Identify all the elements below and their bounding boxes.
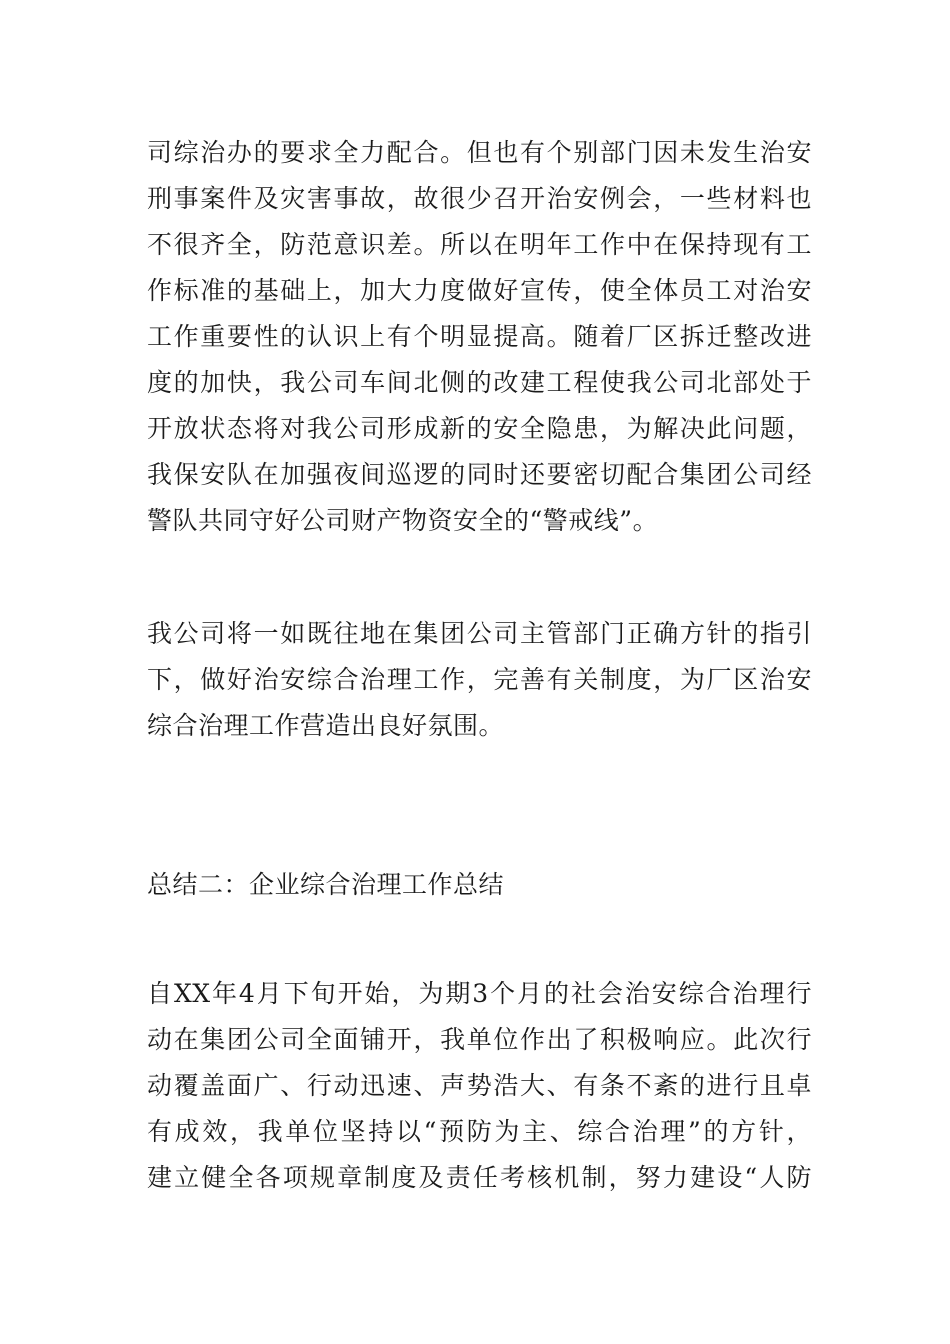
- paragraph-line: 下，做好治安综合治理工作，完善有关制度，为厂区治安: [147, 665, 812, 694]
- paragraph-line: 警队共同守好公司财产物资安全的“警戒线”。: [147, 506, 659, 535]
- paragraph-line: 不很齐全，防范意识差。所以在明年工作中在保持现有工: [147, 230, 812, 259]
- paragraph-line: 工作重要性的认识上有个明显提高。随着厂区拆迁整改进: [147, 322, 812, 351]
- paragraph-line: 动覆盖面广、行动迅速、声势浩大、有条不紊的进行且卓: [147, 1071, 812, 1100]
- paragraph-line: 我保安队在加强夜间巡逻的同时还要密切配合集团公司经: [147, 460, 812, 489]
- paragraph-line: 开放状态将对我公司形成新的安全隐患，为解决此问题，: [147, 414, 812, 443]
- paragraph-line: 自XX年4月下旬开始，为期3个月的社会治安综合治理行: [147, 979, 812, 1008]
- paragraph-line: 司综治办的要求全力配合。但也有个别部门因未发生治安: [147, 138, 812, 167]
- paragraph-line: 综合治理工作营造出良好氛围。: [147, 711, 505, 740]
- paragraph-line: 动在集团公司全面铺开，我单位作出了积极响应。此次行: [147, 1025, 812, 1054]
- paragraph-line: 我公司将一如既往地在集团公司主管部门正确方针的指引: [147, 619, 812, 648]
- paragraph-line: 度的加快，我公司车间北侧的改建工程使我公司北部处于: [147, 368, 812, 397]
- paragraph-line: 作标准的基础上，加大力度做好宣传，使全体员工对治安: [147, 276, 812, 305]
- section-heading: 总结二：企业综合治理工作总结: [147, 870, 505, 899]
- paragraph-line: 刑事案件及灾害事故，故很少召开治安例会，一些材料也: [147, 184, 812, 213]
- paragraph-line: 有成效，我单位坚持以“预防为主、综合治理”的方针，: [147, 1117, 812, 1146]
- paragraph-line: 建立健全各项规章制度及责任考核机制，努力建设“人防: [147, 1163, 812, 1192]
